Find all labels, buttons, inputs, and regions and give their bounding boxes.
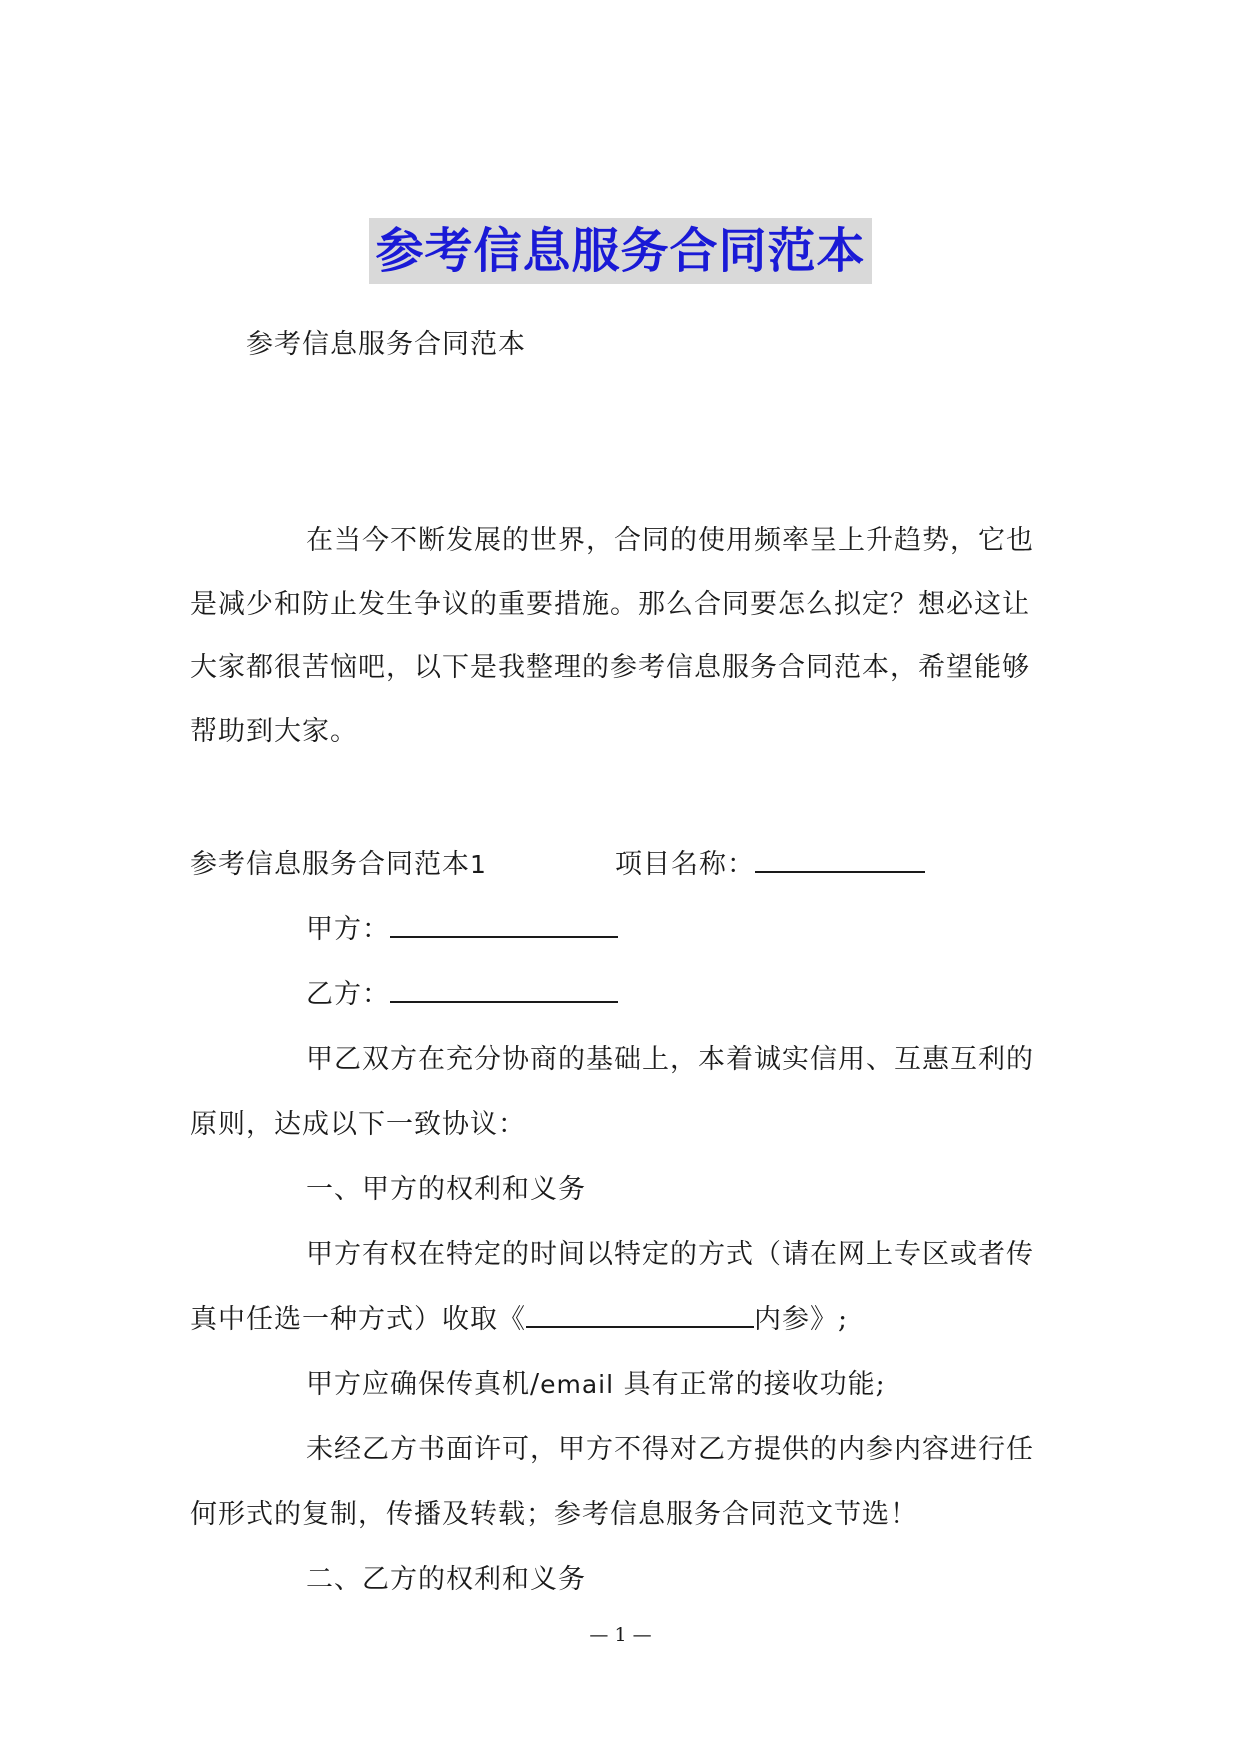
document-subtitle: 参考信息服务合同范本 xyxy=(246,329,526,360)
section-heading xyxy=(190,845,487,885)
intro-line-2: 是减少和防止发生争议的重要措施。那么合同要怎么拟定？想必这让 xyxy=(190,589,1030,620)
party-b-blank xyxy=(390,975,618,1003)
project-name-blank xyxy=(755,845,925,873)
project-name-label: 项目名称： xyxy=(615,849,755,880)
project-name-field xyxy=(615,845,925,885)
intro-line-3: 大家都很苦恼吧，以下是我整理的参考信息服务合同范本，希望能够 xyxy=(190,652,1030,683)
agreement-line-2: 原则，达成以下一致协议： xyxy=(190,1109,526,1140)
clause-1-p3-line-1: 未经乙方书面许可，甲方不得对乙方提供的内参内容进行任 xyxy=(306,1434,1034,1465)
clause-1-p2-email: email xyxy=(540,1370,615,1399)
page-number: — 1 — xyxy=(589,1624,652,1646)
agreement-line-1: 甲乙双方在充分协商的基础上，本着诚实信用、互惠互利的 xyxy=(306,1044,1034,1075)
party-a-label: 甲方： xyxy=(306,914,390,945)
section-heading-number: 1 xyxy=(470,850,487,879)
clause-1-p1-prefix: 真中任选一种方式）收取《 xyxy=(190,1304,526,1335)
party-a-field xyxy=(306,910,618,950)
party-a-blank xyxy=(390,910,618,938)
clause-1-p2-suffix: 具有正常的接收功能; xyxy=(614,1369,886,1400)
clause-1-p1-suffix: 内参》; xyxy=(754,1304,849,1335)
section-heading-text: 参考信息服务合同范本 xyxy=(190,849,470,880)
party-b-field xyxy=(306,975,618,1015)
clause-1-p1-line-2 xyxy=(190,1300,848,1340)
clause-2-heading: 二、乙方的权利和义务 xyxy=(306,1564,586,1595)
clause-1-p2 xyxy=(306,1365,886,1405)
title-wrapper xyxy=(0,218,1241,284)
party-b-label: 乙方： xyxy=(306,979,390,1010)
clause-1-p1-line-1: 甲方有权在特定的时间以特定的方式（请在网上专区或者传 xyxy=(306,1239,1034,1270)
newsletter-name-blank xyxy=(526,1300,754,1328)
clause-1-p2-prefix: 甲方应确保传真机/ xyxy=(306,1369,541,1400)
clause-1-p3-line-2: 何形式的复制，传播及转载；参考信息服务合同范文节选！ xyxy=(190,1499,918,1530)
intro-line-1: 在当今不断发展的世界，合同的使用频率呈上升趋势，它也 xyxy=(306,525,1034,556)
intro-line-4: 帮助到大家。 xyxy=(190,716,358,747)
document-title: 参考信息服务合同范本 xyxy=(369,218,871,284)
clause-1-heading: 一、甲方的权利和义务 xyxy=(306,1174,586,1205)
